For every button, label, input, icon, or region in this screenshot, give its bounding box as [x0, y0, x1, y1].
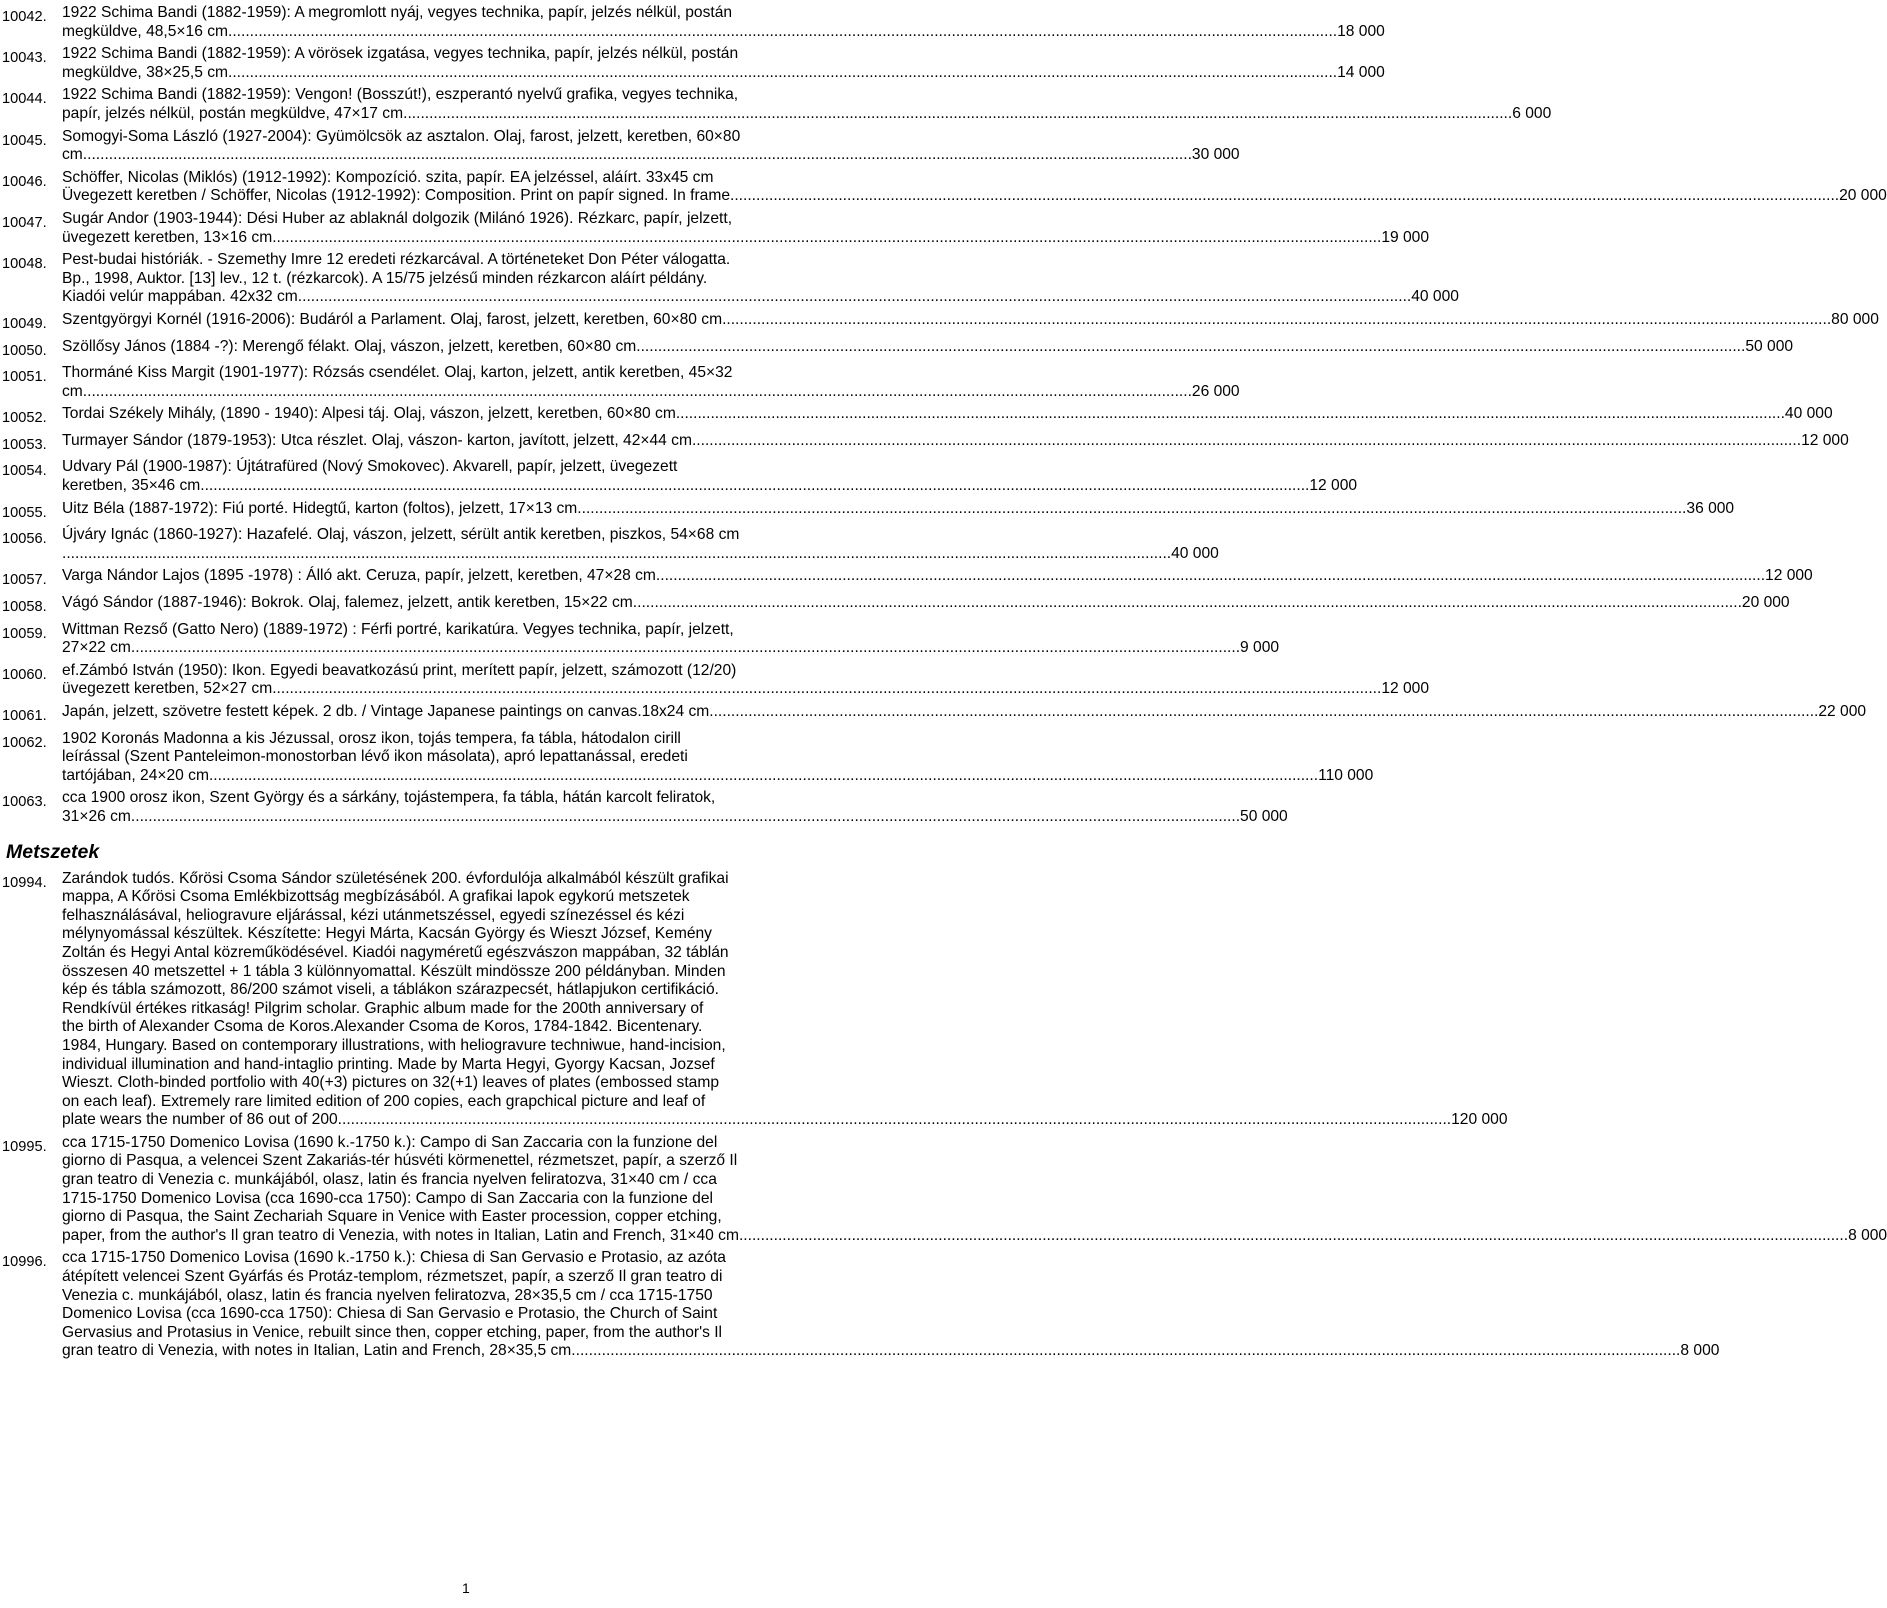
description-text: cca 1900 orosz ikon, Szent György és a sárkány, tojástempera, fa tábla, hátán karcolt feliratok, — [62, 789, 716, 807]
description-text: összesen 40 metszettel + 1 tábla 3 különnyomattal. Készült mindössze 200 példányban. Minden — [62, 962, 726, 980]
lot-description — [62, 662, 1429, 699]
lot-description — [62, 567, 1813, 586]
description-text: Domenico Lovisa (cca 1690-cca 1750): Chiesa di San Gervasio e Protasio, the Church of Saint — [62, 1305, 718, 1323]
price: 14 000 — [1337, 63, 1385, 81]
dot-leader — [342, 1111, 1451, 1130]
lot-number: 10048. — [2, 256, 47, 273]
lot-number: 10042. — [2, 9, 47, 25]
lot-description — [62, 526, 1219, 563]
catalog-entry — [2, 364, 1240, 401]
section-title: Metszetek — [6, 840, 100, 863]
description-text: cca 1715-1750 Domenico Lovisa (1690 k.-1750 k.): Chiesa di San Gervasio e Protasio, az azóta — [62, 1249, 726, 1267]
description-line — [62, 907, 1508, 926]
catalog-entry — [2, 869, 1508, 1130]
dot-leader — [200, 477, 1309, 496]
lot-description — [62, 703, 1866, 722]
catalog-entry — [2, 594, 1790, 617]
description-text: Wittman Rezső (Gatto Nero) (1889-1972) : Férfi portré, karikatúra. Vegyes technika, papír, jelzett, — [62, 620, 734, 638]
price: 22 000 — [1818, 703, 1867, 720]
dot-leader — [83, 383, 1192, 402]
description-text: cca 1715-1750 Domenico Lovisa (1690 k.-1750 k.): Campo di San Zaccaria con la funzione del — [62, 1133, 718, 1151]
lot-number: 10063. — [2, 794, 47, 811]
description-line — [62, 1074, 1508, 1093]
description-text: Tordai Székely Mihály, (1890 - 1940): Alpesi táj. Olaj, vászon, jelzett, keretben, 60×80 cm — [62, 405, 676, 423]
description-text: gran teatro di Venezia, with notes in Italian, Latin and French, 28×35,5 cm — [62, 1342, 572, 1360]
description-line — [62, 500, 1734, 519]
description-line — [62, 1000, 1508, 1019]
description-line — [62, 383, 1240, 402]
description-line — [62, 748, 1373, 767]
price: 12 000 — [1309, 477, 1358, 495]
description-line — [62, 128, 1240, 147]
description-text: Japán, jelzett, szövetre festett képek. 2 db. / Vintage Japanese paintings on canvas.18x24 cm — [62, 703, 710, 720]
description-text: 27×22 cm — [62, 639, 131, 657]
catalog-entry — [2, 703, 1867, 726]
description-text: 1922 Schima Bandi (1882-1959): A vörösek izgatása, vegyes technika, papír, jelzés nélkül, postán — [62, 45, 739, 63]
catalog-entry — [2, 458, 1358, 495]
description-line — [62, 4, 1385, 23]
description-line — [62, 1018, 1508, 1037]
description-text: Zarándok tudós. Kőrösi Csoma Sándor születésének 200. évfordulója alkalmából készült grafikai — [62, 869, 729, 887]
lot-number: 10053. — [2, 436, 47, 453]
description-line — [62, 621, 1279, 640]
price: 36 000 — [1686, 499, 1735, 517]
description-text: plate wears the number of 86 out of 200. — [62, 1111, 343, 1129]
description-line — [62, 1171, 1887, 1190]
description-line — [62, 1342, 1719, 1361]
price: 12 000 — [1801, 431, 1849, 449]
price: 120 000 — [1451, 1111, 1508, 1129]
dot-leader — [633, 594, 1742, 613]
price: 20 000 — [1839, 187, 1887, 205]
description-line — [62, 1305, 1719, 1324]
price: 20 000 — [1741, 594, 1790, 612]
dot-leader — [676, 405, 1785, 424]
description-line — [62, 229, 1429, 248]
catalog-entry — [2, 1133, 1887, 1246]
description-line — [62, 767, 1373, 786]
description-text: Szentgyörgyi Kornél (1916-2006): Budáról a Parlament. Olaj, farost, jelzett, keretben, 60×80 cm — [62, 310, 723, 328]
dot-leader — [709, 703, 1818, 722]
lot-number: 10043. — [2, 50, 47, 67]
description-text: Schöffer, Nicolas (Miklós) (1912-1992): Kompozíció. szita, papír. EA jelzéssel, aláírt. 33x45 cm — [62, 168, 714, 186]
description-line — [62, 187, 1887, 206]
description-line — [62, 789, 1288, 808]
catalog-entry — [2, 499, 1735, 523]
description-line — [62, 870, 1508, 889]
description-line — [62, 432, 1849, 451]
lot-number: 10044. — [2, 91, 47, 108]
description-line — [62, 477, 1357, 496]
dot-leader — [692, 432, 1801, 451]
description-line — [62, 251, 1459, 270]
price: 26 000 — [1191, 382, 1240, 400]
description-line — [62, 594, 1790, 613]
lot-number: 10061. — [2, 708, 47, 724]
price: 8 000 — [1680, 1342, 1720, 1360]
lot-description — [62, 1134, 1887, 1246]
page-number: 1 — [462, 1580, 470, 1596]
lot-number: 10059. — [2, 625, 47, 642]
description-line — [62, 981, 1508, 1000]
description-line — [62, 1134, 1887, 1153]
description-text: Üvegezett keretben / Schöffer, Nicolas (1912-1992): Composition. Print on papír signed. In frame — [62, 187, 731, 205]
description-line — [62, 288, 1459, 307]
description-text: the birth of Alexander Csoma de Koros.Alexander Csoma de Koros, 1784-1842. Bicentenary. — [62, 1018, 703, 1036]
description-line — [62, 1227, 1887, 1246]
price: 8 000 — [1848, 1226, 1887, 1244]
description-line — [62, 23, 1385, 42]
catalog-entry — [2, 310, 1879, 334]
description-line — [62, 169, 1887, 188]
lot-description — [62, 210, 1429, 247]
description-line — [62, 210, 1429, 229]
dot-leader — [403, 105, 1512, 124]
dot-leader — [577, 500, 1686, 519]
description-text: megküldve, 48,5×16 cm — [62, 22, 228, 40]
lot-description — [62, 364, 1240, 401]
price: 40 000 — [1171, 544, 1219, 562]
price: 9 000 — [1240, 639, 1280, 657]
dot-leader — [656, 567, 1765, 586]
lot-number: 10052. — [2, 410, 47, 427]
lot-description — [62, 4, 1385, 41]
dot-leader — [272, 229, 1381, 248]
description-line — [62, 1190, 1887, 1209]
description-line — [62, 730, 1373, 749]
description-text: Bp., 1998, Auktor. [13] lev., 12 t. (rézkarcok). A 15/75 jelzésű minden rézkarcon aláírt példány. — [62, 269, 708, 287]
description-line — [62, 458, 1357, 477]
lot-number: 10060. — [2, 666, 47, 683]
catalog-entry — [2, 789, 1288, 826]
description-text: Szöllősy János (1884 -?): Merengő félakt. Olaj, vászon, jelzett, keretben, 60×80 cm — [62, 337, 637, 355]
description-text: mappa, A Kőrösi Csoma Emlékbizottság megbízásából. A grafikai lapok egykorú metszetek — [62, 888, 690, 906]
description-line — [62, 1056, 1508, 1075]
entry-group-metszetek — [2, 869, 1887, 1361]
description-text: gran teatro di Venezia c. munkájából, olasz, latin és francia nyelven feliratozva, 31×40 cm / cca — [62, 1171, 717, 1189]
description-text: leírással (Szent Panteleimon-monostorban lévő ikon másolata), apró lepattanással, eredeti — [62, 748, 688, 766]
lot-number: 10045. — [2, 132, 47, 149]
lot-description — [62, 338, 1793, 357]
description-line — [62, 64, 1385, 83]
lot-description — [62, 86, 1551, 123]
description-text: Zoltán és Hegyi Antal közreműködésével. Kiadói nagyméretű egészvászon mappában, 32 táblán — [62, 943, 729, 961]
lot-description — [62, 128, 1240, 165]
dot-leader — [83, 146, 1192, 165]
catalog-entry — [2, 405, 1833, 428]
description-line — [62, 1152, 1887, 1171]
description-text: Vágó Sándor (1887-1946): Bokrok. Olaj, falemez, jelzett, antik keretben, 15×22 cm — [62, 594, 633, 612]
catalog-entry — [2, 168, 1887, 206]
description-text: ef.Zámbó István (1950): Ikon. Egyedi beavatkozású print, merített papír, jelzett, számozott (12/20) — [62, 661, 737, 679]
lot-description — [62, 405, 1833, 424]
description-text: Venezia c. munkájából, olasz, latin és francia nyelven feliratozva, 28×35,5 cm / cca 1715-1750 — [62, 1286, 713, 1304]
description-line — [62, 270, 1459, 289]
description-line — [62, 86, 1551, 105]
dot-leader — [272, 680, 1381, 699]
dot-leader — [131, 808, 1240, 827]
description-line — [62, 545, 1219, 564]
description-text: keretben, 35×46 cm — [62, 477, 201, 495]
description-text: Újváry Ignác (1860-1927): Hazafelé. Olaj, vászon, jelzett, sérült antik keretben, piszkos, 54×68 cm — [62, 526, 740, 544]
description-line — [62, 1287, 1719, 1306]
catalog-entry — [2, 337, 1794, 361]
lot-description — [62, 621, 1279, 658]
lot-description — [62, 594, 1790, 613]
description-line — [62, 146, 1240, 165]
description-text: papír, jelzés nélkül, postán megküldve, 47×17 cm — [62, 104, 404, 122]
description-line — [62, 963, 1508, 982]
description-text: Kiadói velúr mappában. 42x32 cm. — [62, 288, 303, 306]
description-text: 1984, Hungary. Based on contemporary illustrations, with heliogravure techniwue, hand-incision, — [62, 1036, 726, 1054]
catalog-entry — [2, 86, 1552, 123]
description-text: cm — [62, 382, 83, 400]
description-line — [62, 662, 1429, 681]
description-line — [62, 1093, 1508, 1112]
description-text: mélynyomással készültek. Készítette: Hegyi Márta, Kacsán György és Wieszt József, Kemény — [62, 925, 712, 943]
description-text: üvegezett keretben, 13×16 cm — [62, 228, 273, 246]
dot-leader — [62, 545, 1171, 564]
description-text: 1902 Koronás Madonna a kis Jézussal, orosz ikon, tojás tempera, fa tábla, hátodalon cirill — [62, 729, 681, 747]
lot-description — [62, 789, 1288, 826]
catalog-entry — [2, 567, 1813, 590]
description-text: giorno di Pasqua, a velencei Szent Zakariás-tér húsvéti körmenettel, rézmetszet, papír, a szerző Il — [62, 1152, 738, 1170]
description-text: kép és tábla számozott, 86/200 számot viseli, a táblákon szárazpecsét, hátlapjukon certifikáció. — [62, 981, 720, 999]
description-text: Sugár Andor (1903-1944): Dési Huber az ablaknál dolgozik (Milánó 1926). Rézkarc, papír, jelzett, — [62, 209, 733, 227]
description-text: paper, from the author's Il gran teatro di Venezia, with notes in Italian, Latin and French, 31×40 cm — [62, 1226, 739, 1244]
lot-description — [62, 169, 1887, 206]
lot-number: 10996. — [2, 1254, 47, 1271]
catalog-entry — [2, 251, 1459, 307]
description-text: Somogyi-Soma László (1927-2004): Gyümölcsök az asztalon. Olaj, farost, jelzett, keretben, 60×80 — [62, 127, 741, 145]
description-text: individual illumination and hand-intaglio printing. Made by Marta Hegyi, Gyorgy Kacsan, Jozsef — [62, 1055, 715, 1073]
dot-leader — [571, 1342, 1680, 1361]
description-text: giorno di Pasqua, the Saint Zechariah Square in Venice with Easter procession, copper etching, — [62, 1208, 722, 1226]
description-text: Thormáné Kiss Margit (1901-1977): Rózsás csendélet. Olaj, karton, jelzett, antik keretben, 45×32 — [62, 364, 733, 382]
description-text: üvegezett keretben, 52×27 cm — [62, 680, 273, 698]
description-text: Wieszt. Cloth-binded portfolio with 40(+3) pictures on 32(+1) leaves of plates (embossed stamp — [62, 1074, 719, 1092]
description-line — [62, 311, 1879, 330]
description-line — [62, 808, 1288, 827]
description-text: Varga Nándor Lajos (1895 -1978) : Álló akt. Ceruza, papír, jelzett, keretben, 47×28 cm — [62, 567, 656, 585]
lot-number: 10058. — [2, 599, 47, 616]
catalog-entry — [2, 127, 1240, 165]
lot-description — [62, 500, 1734, 519]
lot-description — [62, 730, 1373, 786]
description-line — [62, 567, 1813, 586]
entry-group-paintings — [2, 4, 1887, 827]
lot-number: 10051. — [2, 369, 47, 386]
lot-number: 10062. — [2, 734, 47, 751]
dot-leader — [722, 311, 1831, 330]
description-line — [62, 45, 1385, 64]
description-line — [62, 526, 1219, 545]
price: 80 000 — [1831, 310, 1879, 328]
price: 12 000 — [1765, 567, 1813, 585]
description-line — [62, 105, 1551, 124]
description-line — [62, 364, 1240, 383]
description-line — [62, 944, 1508, 963]
description-text: cm — [62, 146, 83, 164]
catalog-entry — [2, 620, 1280, 658]
dot-leader — [131, 639, 1240, 658]
description-text: Udvary Pál (1900-1987): Újtátrafüred (Nový Smokovec). Akvarell, papír, jelzett, üvegezett — [62, 458, 678, 476]
description-text: átépített velencei Szent Gyárfás és Protáz-templom, rézmetszet, papír, a szerző Il gran teatro di — [62, 1268, 723, 1286]
lot-number: 10047. — [2, 214, 47, 231]
dot-leader — [730, 187, 1839, 206]
description-line — [62, 703, 1866, 722]
price: 12 000 — [1381, 680, 1430, 698]
price: 6 000 — [1512, 104, 1552, 122]
price: 19 000 — [1381, 228, 1430, 246]
description-line — [62, 680, 1429, 699]
description-text: Rendkívül értékes ritkaság! Pilgrim scholar. Graphic album made for the 200th anniversary of — [62, 999, 704, 1017]
description-text: 1922 Schima Bandi (1882-1959): A megromlott nyáj, vegyes technika, papír, jelzés nélkül, postán — [62, 4, 733, 21]
lot-number: 10994. — [2, 874, 47, 891]
description-text: Gervasius and Protasius in Venice, rebuilt since then, copper etching, paper, from the author's Il — [62, 1323, 723, 1341]
price: 50 000 — [1745, 337, 1794, 355]
description-text: on each leaf). Extremely rare limited edition of 200 copies, each grapchical picture and leaf of — [62, 1092, 706, 1110]
lot-description — [62, 870, 1508, 1130]
catalog-entry — [2, 1249, 1720, 1361]
description-line — [62, 1037, 1508, 1056]
description-line — [62, 405, 1833, 424]
dot-leader — [209, 767, 1318, 786]
lot-description — [62, 45, 1385, 82]
description-text: 31×26 cm — [62, 807, 131, 825]
catalog-entry — [2, 209, 1430, 247]
description-line — [62, 888, 1508, 907]
dot-leader — [739, 1227, 1848, 1246]
description-text: 1715-1750 Domenico Lovisa (cca 1690-cca 1750): Campo di San Zaccaria con la funzione del — [62, 1189, 713, 1207]
lot-number: 10050. — [2, 342, 47, 359]
description-text: 1922 Schima Bandi (1882-1959): Vengon! (Bosszút!), eszperantó nyelvű grafika, vegyes technika, — [62, 86, 739, 104]
price: 40 000 — [1411, 288, 1459, 306]
lot-number: 10056. — [2, 531, 47, 548]
catalog-entry — [2, 45, 1385, 82]
lot-description — [62, 1249, 1719, 1361]
lot-description — [62, 458, 1357, 495]
dot-leader — [636, 338, 1745, 357]
lot-number: 10055. — [2, 504, 47, 521]
catalog-entry — [2, 431, 1849, 455]
description-line — [62, 1111, 1508, 1130]
description-line — [62, 1324, 1719, 1343]
description-line — [62, 1268, 1719, 1287]
dot-leader — [228, 64, 1337, 83]
price: 30 000 — [1191, 146, 1240, 164]
description-line — [62, 925, 1508, 944]
lot-number: 10054. — [2, 463, 47, 480]
catalog-entry — [2, 729, 1374, 786]
description-text: Turmayer Sándor (1879-1953): Utca részlet. Olaj, vászon- karton, javított, jelzett, 42×44 cm — [62, 431, 692, 449]
price: 110 000 — [1318, 766, 1374, 784]
description-line — [62, 1249, 1719, 1268]
price: 50 000 — [1240, 807, 1288, 825]
lot-number: 10046. — [2, 173, 47, 190]
price: 18 000 — [1337, 22, 1385, 40]
description-text: Pest-budai históriák. - Szemethy Imre 12 eredeti rézkarcával. A történeteket Don Péter válogatta. — [62, 251, 731, 269]
lot-description — [62, 251, 1459, 307]
dot-leader — [228, 23, 1337, 42]
description-text: tartójában, 24×20 cm — [62, 766, 209, 784]
description-line — [62, 639, 1279, 658]
catalog-list — [2, 4, 1887, 1365]
description-text: Uitz Béla (1887-1972): Fiú porté. Hidegtű, karton (foltos), jelzett, 17×13 cm — [62, 499, 578, 517]
lot-description — [62, 311, 1879, 330]
lot-description — [62, 432, 1849, 451]
description-text: felhasználásával, heliogravure eljárással, kézi utánmetszéssel, egyedi színezéssel és kézi — [62, 906, 685, 924]
lot-number: 10049. — [2, 315, 47, 332]
dot-leader — [302, 288, 1411, 307]
price: 40 000 — [1784, 405, 1833, 423]
description-line — [62, 338, 1793, 357]
lot-number: 10995. — [2, 1138, 47, 1155]
lot-number: 10057. — [2, 572, 47, 589]
catalog-entry — [2, 526, 1219, 563]
catalog-entry — [2, 661, 1430, 699]
description-text: megküldve, 38×25,5 cm — [62, 63, 228, 81]
catalog-entry — [2, 4, 1385, 41]
description-line — [62, 1208, 1887, 1227]
